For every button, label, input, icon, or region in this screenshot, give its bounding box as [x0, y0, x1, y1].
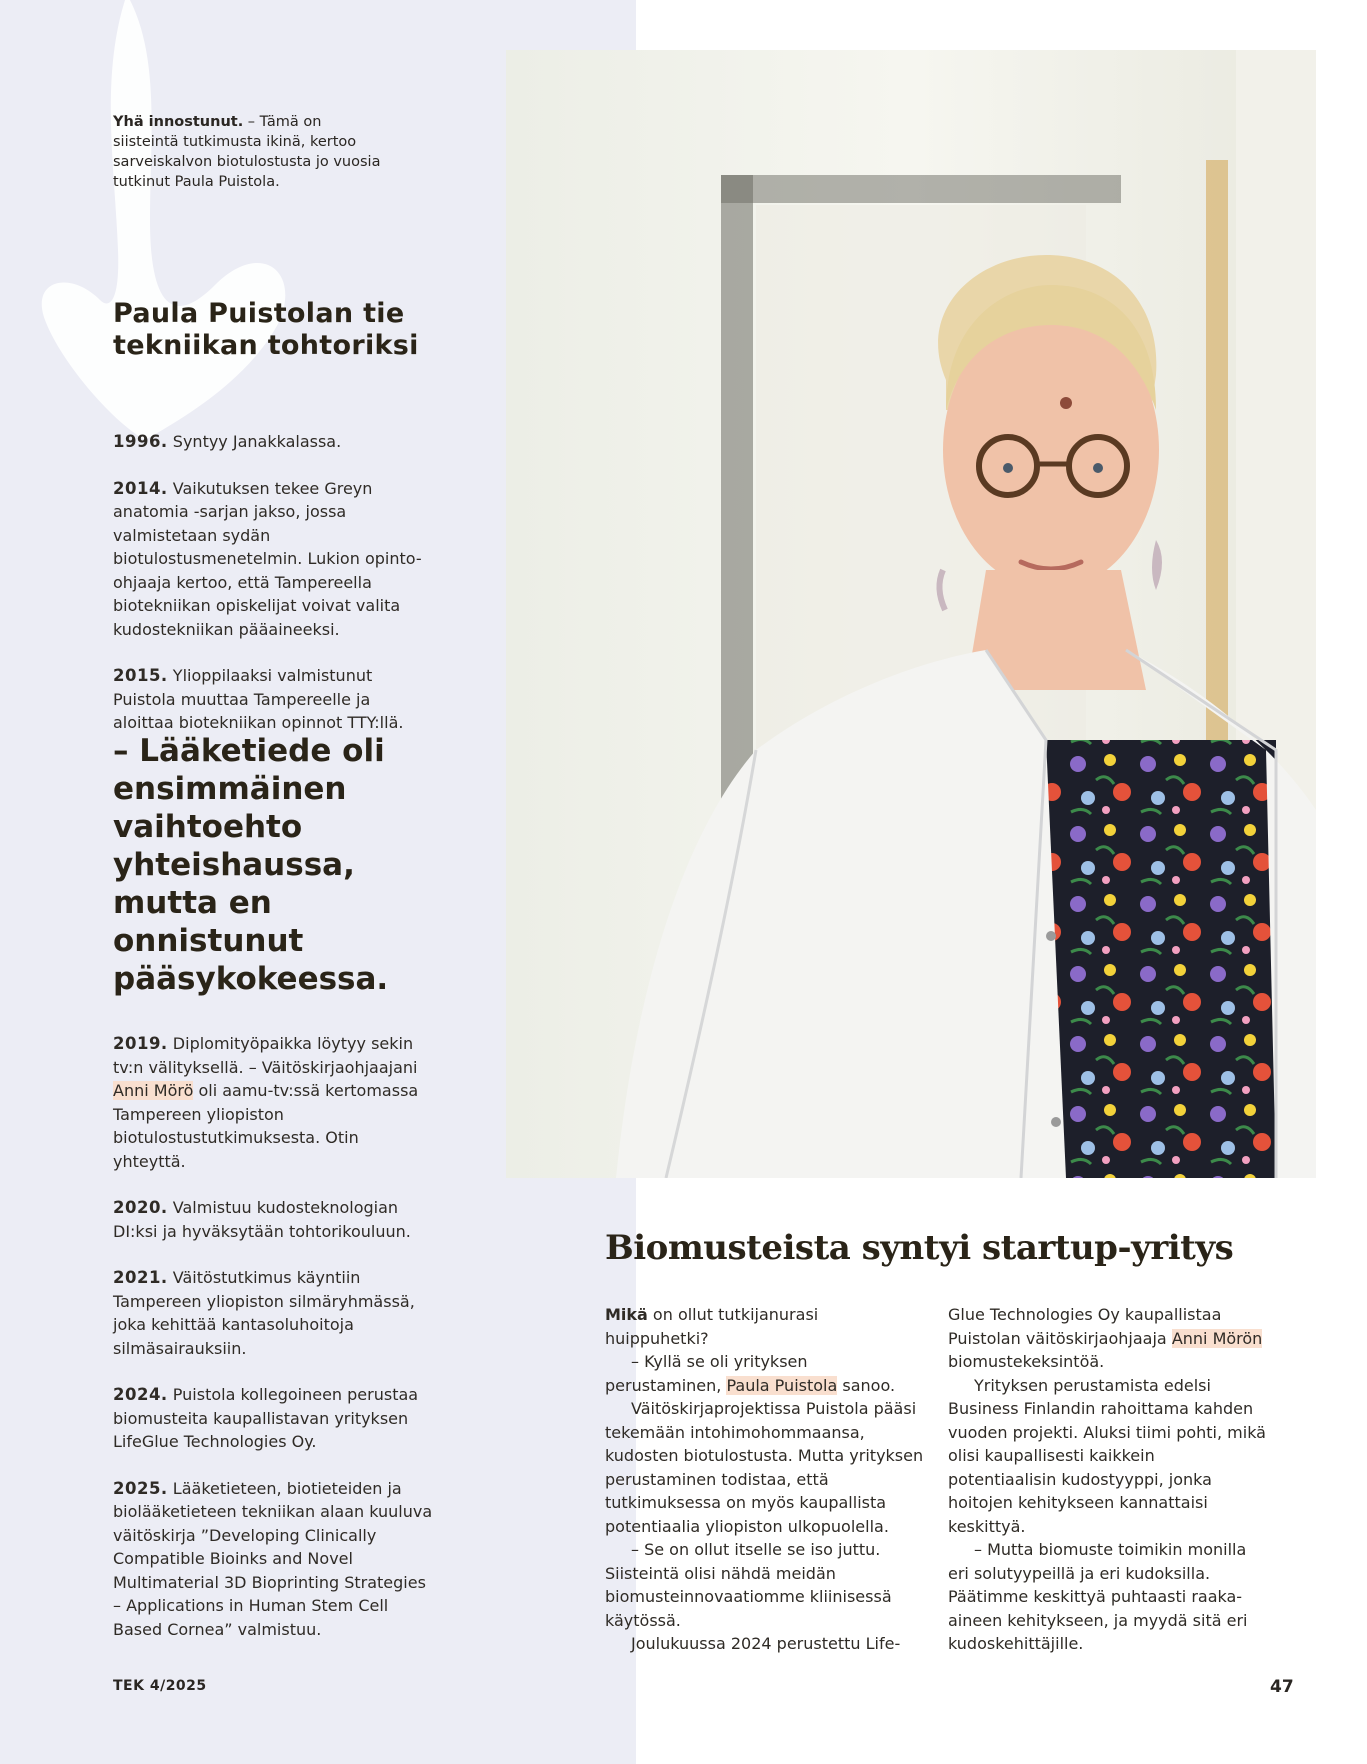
article-paragraph [605, 1303, 925, 1350]
timeline-entry [113, 477, 433, 642]
timeline-entry [113, 664, 433, 735]
article-paragraph [605, 1350, 925, 1397]
timeline-text: Väitöstutkimus käyntiin Tampereen yliopiston silmäryhmässä, joka kehittää kantasoluhoitoja silmäsairauksiin. [113, 1268, 415, 1358]
timeline-year: 2021. [113, 1268, 168, 1287]
article-paragraph [948, 1303, 1268, 1374]
timeline-entry [113, 1477, 433, 1642]
timeline-text: oli aamu-tv:ssä kertomassa Tampereen yliopiston biotulostustutkimuksesta. Otin yhteyttä. [113, 1081, 419, 1171]
timeline-year: 2019. [113, 1034, 168, 1053]
highlighted-name: Anni Mörö [113, 1081, 194, 1100]
page-number: 47 [1270, 1677, 1294, 1697]
caption-lead: Yhä innostunut. [113, 114, 244, 130]
timeline-year: 2020. [113, 1198, 168, 1217]
decorative-arrow-graphic [0, 0, 330, 460]
timeline-text: Lääketieteen, biotieteiden ja biolääketieteen tekniikan alaan kuuluva väitöskirja ”Developing Clinically Compatible Bioinks and Novel Multimaterial 3D Bioprinting Strategies – Applications in Human Stem Cell Based Cornea” valmistuu. [113, 1478, 433, 1639]
article-paragraph: Joulukuussa 2024 perustettu Life- [631, 1634, 901, 1653]
pull-quote: – Lääketiede oli ensimmäinen vaihtoehto yhteishaussa, mutta en onnistunut pääsykokeessa. [113, 733, 389, 997]
portrait-illustration [506, 50, 1316, 1178]
paragraph-text: sanoo. [837, 1375, 896, 1395]
timeline-entry [113, 1032, 433, 1173]
timeline-entry [113, 1383, 433, 1454]
timeline-year: 2025. [113, 1478, 168, 1498]
timeline-year: 1996. [113, 432, 168, 451]
article-headline: Biomusteista syntyi startup-yritys [605, 1228, 1234, 1268]
timeline-year: 2014. [113, 478, 168, 498]
article-paragraph: Yrityksen perustamista edelsi Business Finlandin rahoittama kahden vuoden projekti. Aluksi tiimi pohti, mikä olisi kaupallisesti kaikkein potentiaalisin kudostyyppi, jonka hoitojen kehitykseen kannattaisi keskittyä. [948, 1375, 1266, 1536]
timeline-text: Syntyy Janakkalassa. [172, 432, 342, 451]
lead-word: Mikä [605, 1305, 648, 1324]
paragraph-text: Glue Technologies Oy kaupallistaa Puistolan väitöskirjaohjaaja [948, 1305, 1222, 1348]
article-paragraph: – Se on ollut itselle se iso juttu. Siisteintä olisi nähdä meidän biomusteinnovaatiomme kliinisessä käytössä. [605, 1540, 892, 1630]
paragraph-text: on ollut tutkijanurasi huippuhetki? [605, 1305, 819, 1348]
timeline-entries-bottom [113, 1032, 433, 1664]
timeline-entry [113, 1266, 433, 1360]
timeline-text: Ylioppilaaksi valmistunut Puistola muuttaa Tampereelle ja aloittaa biotekniikan opinnot TTY:llä. [113, 666, 404, 732]
timeline-year: 2015. [113, 666, 168, 685]
caption-text: – Tämä on siisteintä tutkimusta ikinä, kertoo sarveiskalvon biotulostusta jo vuosia tutkinut Paula Puistola. [113, 114, 381, 190]
portrait-photo [506, 50, 1316, 1178]
article-paragraph: Väitöskirjaprojektissa Puistola pääsi tekemään intohimohommaansa, kudosten biotulostusta. Mutta yrityksen perustaminen todistaa, että tutkimuksessa on myös kaupallista potentiaalia yliopiston ulkopuolella. [605, 1399, 924, 1536]
photo-caption [113, 112, 383, 192]
timeline-entry [113, 430, 433, 454]
timeline-text: Valmistuu kudosteknologian DI:ksi ja hyväksytään tohtorikouluun. [113, 1198, 411, 1241]
timeline-year: 2024. [113, 1385, 168, 1404]
timeline-title: Paula Puistolan tie tekniikan tohtoriksi [113, 298, 419, 361]
timeline-entry [113, 1196, 433, 1243]
timeline-text: Puistola kollegoineen perustaa biomusteita kaupallistavan yrityksen LifeGlue Technologies Oy. [113, 1385, 419, 1451]
highlighted-name: Anni Mörön [1171, 1328, 1263, 1348]
paragraph-text: – Kyllä se oli yrityksen perustaminen, [605, 1352, 808, 1395]
magazine-issue: TEK 4/2025 [113, 1678, 207, 1694]
article-column-1 [605, 1303, 925, 1656]
timeline-text: Vaikutuksen tekee Greyn anatomia -sarjan jakso, jossa valmistetaan sydän biotulostusmenetelmin. Lukion opinto-ohjaaja kertoo, että Tampereella biotekniikan opiskelijat voivat valita kudostekniikan pääaineeksi. [113, 478, 422, 639]
article-column-2 [948, 1303, 1268, 1656]
timeline-text: Diplomityöpaikka löytyy sekin tv:n välityksellä. – Väitöskirjaohjaajani [113, 1034, 418, 1077]
article-paragraph: – Mutta biomuste toimikin monilla eri solutyypeillä ja eri kudoksilla. Päätimme keskittyä puhtaasti raaka-aineen kehitykseen, ja myydä sitä eri kudoskehittäjille. [948, 1540, 1248, 1653]
highlighted-name: Paula Puistola [726, 1375, 838, 1395]
paragraph-text: biomustekeksintöä. [948, 1352, 1105, 1371]
timeline-entries-top [113, 430, 433, 758]
